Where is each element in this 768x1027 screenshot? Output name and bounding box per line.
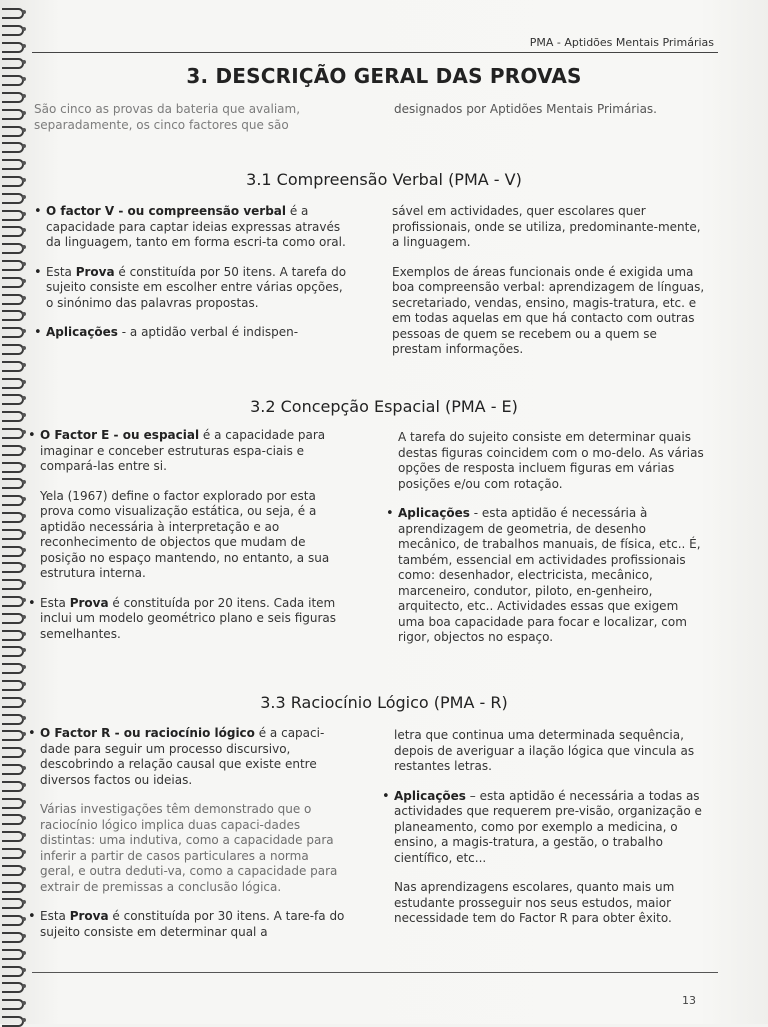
spiral-loop bbox=[2, 109, 24, 120]
punch-hole bbox=[22, 749, 26, 753]
header-rule bbox=[32, 52, 718, 53]
paragraph: Nas aprendizagens escolares, quanto mais um estudante prosseguir nos seus estudos, maior necessidade tem do Factor R para obter êxito. bbox=[394, 880, 675, 925]
spiral-loop bbox=[2, 1016, 24, 1027]
spiral-loop bbox=[2, 344, 24, 355]
spiral-loop bbox=[2, 529, 24, 540]
punch-hole bbox=[22, 716, 26, 720]
bold-term: O Factor E - ou espacial bbox=[40, 428, 200, 442]
punch-hole bbox=[22, 27, 26, 31]
paragraph-text: é constituída por 30 itens. A tare-fa do sujeito consiste em determinar qual a bbox=[40, 909, 345, 939]
spiral-loop bbox=[2, 277, 24, 288]
punch-hole bbox=[22, 564, 26, 568]
punch-hole bbox=[22, 94, 26, 98]
punch-hole bbox=[22, 464, 26, 468]
bold-term: O Factor R - ou raciocínio lógico bbox=[40, 726, 255, 740]
spiral-loop bbox=[2, 680, 24, 691]
punch-hole bbox=[22, 245, 26, 249]
paragraph: letra que continua uma determinada sequência, depois de averiguar a ilação lógica que vincula as restantes letras. bbox=[394, 728, 695, 773]
spiral-loop bbox=[2, 243, 24, 254]
spiral-loop bbox=[2, 478, 24, 489]
section-spatial-right bbox=[398, 430, 706, 660]
spiral-loop bbox=[2, 462, 24, 473]
paragraph-text: - esta aptidão é necessária à aprendizagem de geometria, de desenho mecânico, de trabalhos manuais, de física, etc.. É, também, essencial em actividades profissionais como: desenhador, electricista, mecânico, marceneiro, condutor, piloto, en-genheiro, arquitecto, etc.. Actividades essas que exigem uma boa capacidade para focar e localizar, com rigor, objectos no espaço. bbox=[398, 506, 701, 644]
bold-term: Aplicações bbox=[398, 506, 470, 520]
page-number: 13 bbox=[682, 994, 696, 1007]
punch-hole bbox=[22, 144, 26, 148]
spiral-loop bbox=[2, 226, 24, 237]
spiral-loop bbox=[2, 747, 24, 758]
spiral-loop bbox=[2, 966, 24, 977]
spiral-loop bbox=[2, 92, 24, 103]
paragraph-text: Várias investigações têm demonstrado que o raciocínio lógico implica duas capaci-dades distintas: uma indutiva, como a capacidade para inferir a partir de casos particulares a norma geral, e outra deduti-va, como a capacidade para extrair de premissas a conclusão lógica. bbox=[40, 802, 338, 894]
intro-left bbox=[34, 102, 354, 147]
spiral-loop bbox=[2, 848, 24, 859]
spiral-loop bbox=[2, 378, 24, 389]
punch-hole bbox=[22, 900, 26, 904]
spiral-loop bbox=[2, 781, 24, 792]
section-verbal-left bbox=[46, 204, 352, 355]
paragraph-text: Esta bbox=[40, 909, 70, 923]
spiral-loop bbox=[2, 831, 24, 842]
punch-hole bbox=[22, 984, 26, 988]
main-title: 3. DESCRIÇÃO GERAL DAS PROVAS bbox=[186, 64, 582, 88]
punch-hole bbox=[22, 665, 26, 669]
punch-hole bbox=[22, 279, 26, 283]
punch-hole bbox=[22, 195, 26, 199]
spiral-loop bbox=[2, 428, 24, 439]
spiral-loop bbox=[2, 630, 24, 641]
spiral-loop bbox=[2, 898, 24, 909]
punch-hole bbox=[22, 161, 26, 165]
bold-term: Aplicações bbox=[46, 325, 118, 339]
intro-right bbox=[394, 102, 704, 132]
spiral-loop bbox=[2, 730, 24, 741]
paragraph-text: é constituída por 50 itens. A tarefa do sujeito consiste em escolher entre várias opções, o sinónimo das palavras propostas. bbox=[46, 264, 347, 310]
punch-hole bbox=[22, 934, 26, 938]
paragraph-text: Esta bbox=[46, 264, 76, 279]
section-logical-left bbox=[40, 726, 346, 954]
spiral-loop bbox=[2, 798, 24, 809]
spiral-loop bbox=[2, 260, 24, 271]
punch-hole bbox=[22, 648, 26, 652]
paragraph-text: - a aptidão verbal é indispen- bbox=[117, 325, 299, 339]
punch-hole bbox=[22, 800, 26, 804]
punch-hole bbox=[22, 480, 26, 484]
spiral-loop bbox=[2, 361, 24, 372]
spiral-loop bbox=[2, 310, 24, 321]
punch-hole bbox=[22, 816, 26, 820]
punch-hole bbox=[22, 867, 26, 871]
intro-right-text: designados por Aptidões Mentais Primárias. bbox=[394, 102, 657, 116]
punch-hole bbox=[22, 363, 26, 367]
intro-left-text: São cinco as provas da bateria que avaliam, separadamente, os cinco factores que são bbox=[34, 102, 301, 132]
punch-hole bbox=[22, 1001, 26, 1005]
section-verbal-right bbox=[392, 204, 708, 372]
paragraph: sável em actividades, quer escolares quer profissionais, onde se utiliza, predominante-mente, a linguagem. bbox=[392, 204, 701, 249]
spiral-loop bbox=[2, 546, 24, 557]
paragraph-text: é constituída por 20 itens. Cada item inclui um modelo geométrico plano e seis figuras semelhantes. bbox=[40, 595, 337, 641]
paragraph bbox=[46, 204, 352, 251]
bold-term: Prova bbox=[75, 264, 115, 279]
spiral-loop bbox=[2, 42, 24, 53]
bold-term: Prova bbox=[69, 595, 109, 610]
paragraph-text: Esta bbox=[40, 595, 70, 610]
spiral-loop bbox=[2, 714, 24, 725]
punch-hole bbox=[22, 312, 26, 316]
spiral-loop bbox=[2, 596, 24, 607]
punch-hole bbox=[22, 44, 26, 48]
spiral-loop bbox=[2, 949, 24, 960]
punch-hole bbox=[22, 128, 26, 132]
spiral-loop bbox=[2, 495, 24, 506]
spiral-loop bbox=[2, 882, 24, 893]
section-title-logical: 3.3 Raciocínio Lógico (PMA - R) bbox=[260, 693, 508, 712]
spiral-loop bbox=[2, 445, 24, 456]
paragraph-text: é a capaci-dade para seguir um processo discursivo, descobrindo a relação causal que existe entre diversos factos ou ideias. bbox=[40, 726, 325, 787]
punch-hole bbox=[22, 581, 26, 585]
spiral-loop bbox=[2, 193, 24, 204]
punch-hole bbox=[22, 111, 26, 115]
punch-hole bbox=[22, 262, 26, 266]
section-title-verbal: 3.1 Compreensão Verbal (PMA - V) bbox=[246, 170, 522, 189]
punch-hole bbox=[22, 766, 26, 770]
punch-hole bbox=[22, 1018, 26, 1022]
spiral-loop bbox=[2, 126, 24, 137]
paragraph bbox=[398, 506, 706, 646]
bold-term: O factor V - ou compreensão verbal bbox=[46, 204, 287, 218]
punch-hole bbox=[22, 514, 26, 518]
section-logical-right bbox=[394, 728, 706, 941]
spiral-loop bbox=[2, 865, 24, 876]
spiral-loop bbox=[2, 613, 24, 624]
paragraph-text: Yela (1967) define o factor explorado por esta prova como visualização estática, ou seja, é a aptidão necessária à interpretação e ao reconhecimento de objectos que mudam de posição no espaço mantendo, no entanto, a sua estrutura interna. bbox=[40, 488, 330, 580]
paragraph: A tarefa do sujeito consiste em determinar quais destas figuras coincidem com o mo-delo. As várias opções de resposta incluem figuras em várias posições e/ou com rotação. bbox=[398, 430, 704, 491]
punch-hole bbox=[22, 430, 26, 434]
spiral-loop bbox=[2, 210, 24, 221]
spiral-loop bbox=[2, 562, 24, 573]
spiral-loop bbox=[2, 579, 24, 590]
spiral-loop bbox=[2, 764, 24, 775]
paragraph-text: – esta aptidão é necessária a todas as actividades que requerem pre-visão, organização e planeamento, como por exemplo a medicina, o ensino, a magis-tratura, a gestão, o trabalho científico, etc... bbox=[394, 788, 702, 865]
spiral-binding bbox=[0, 0, 30, 1024]
spiral-loop bbox=[2, 142, 24, 153]
spiral-loop bbox=[2, 932, 24, 943]
paragraph bbox=[40, 428, 346, 475]
punch-hole bbox=[22, 850, 26, 854]
spiral-loop bbox=[2, 294, 24, 305]
punch-hole bbox=[22, 682, 26, 686]
punch-hole bbox=[22, 968, 26, 972]
bold-term: Prova bbox=[69, 909, 109, 923]
paragraph bbox=[46, 265, 352, 312]
punch-hole bbox=[22, 346, 26, 350]
section-title-spatial: 3.2 Concepção Espacial (PMA - E) bbox=[250, 397, 518, 416]
punch-hole bbox=[22, 632, 26, 636]
punch-hole bbox=[22, 212, 26, 216]
paragraph bbox=[40, 909, 346, 940]
punch-hole bbox=[22, 884, 26, 888]
spiral-loop bbox=[2, 999, 24, 1010]
paragraph-text: é a capacidade para captar ideias expressas através da linguagem, tanto em forma escri-ta como oral. bbox=[46, 204, 346, 249]
spiral-loop bbox=[2, 8, 24, 19]
paragraph bbox=[394, 789, 706, 867]
paragraph bbox=[40, 489, 346, 582]
punch-hole bbox=[22, 951, 26, 955]
punch-hole bbox=[22, 228, 26, 232]
punch-hole bbox=[22, 783, 26, 787]
punch-hole bbox=[22, 917, 26, 921]
punch-hole bbox=[22, 732, 26, 736]
bold-term: Aplicações bbox=[394, 788, 466, 803]
section-spatial-left bbox=[40, 428, 346, 656]
spiral-loop bbox=[2, 915, 24, 926]
punch-hole bbox=[22, 10, 26, 14]
spiral-loop bbox=[2, 663, 24, 674]
punch-hole bbox=[22, 833, 26, 837]
punch-hole bbox=[22, 380, 26, 384]
punch-hole bbox=[22, 598, 26, 602]
spiral-loop bbox=[2, 327, 24, 338]
spiral-loop bbox=[2, 982, 24, 993]
paragraph: Exemplos de áreas funcionais onde é exigida uma boa compreensão verbal: aprendizagem de línguas, secretariado, vendas, ensino, magis-tratura, etc. e em todas aquelas em que há contacto com outras pessoas de quem se recebem ou a quem se prestam informações. bbox=[392, 264, 705, 356]
punch-hole bbox=[22, 497, 26, 501]
punch-hole bbox=[22, 548, 26, 552]
punch-hole bbox=[22, 329, 26, 333]
punch-hole bbox=[22, 447, 26, 451]
running-header: PMA - Aptidões Mentais Primárias bbox=[529, 36, 714, 49]
paragraph bbox=[46, 325, 352, 341]
paragraph-text: é a capacidade para imaginar e conceber estruturas espa-ciais e compará-las entre si. bbox=[40, 428, 326, 473]
spiral-loop bbox=[2, 25, 24, 36]
spiral-loop bbox=[2, 646, 24, 657]
spiral-loop bbox=[2, 159, 24, 170]
spiral-loop bbox=[2, 512, 24, 523]
punch-hole bbox=[22, 296, 26, 300]
paragraph bbox=[40, 596, 346, 643]
punch-hole bbox=[22, 615, 26, 619]
paragraph bbox=[40, 726, 346, 788]
footer-rule bbox=[32, 972, 718, 973]
spiral-loop bbox=[2, 814, 24, 825]
punch-hole bbox=[22, 531, 26, 535]
paragraph bbox=[40, 802, 346, 895]
